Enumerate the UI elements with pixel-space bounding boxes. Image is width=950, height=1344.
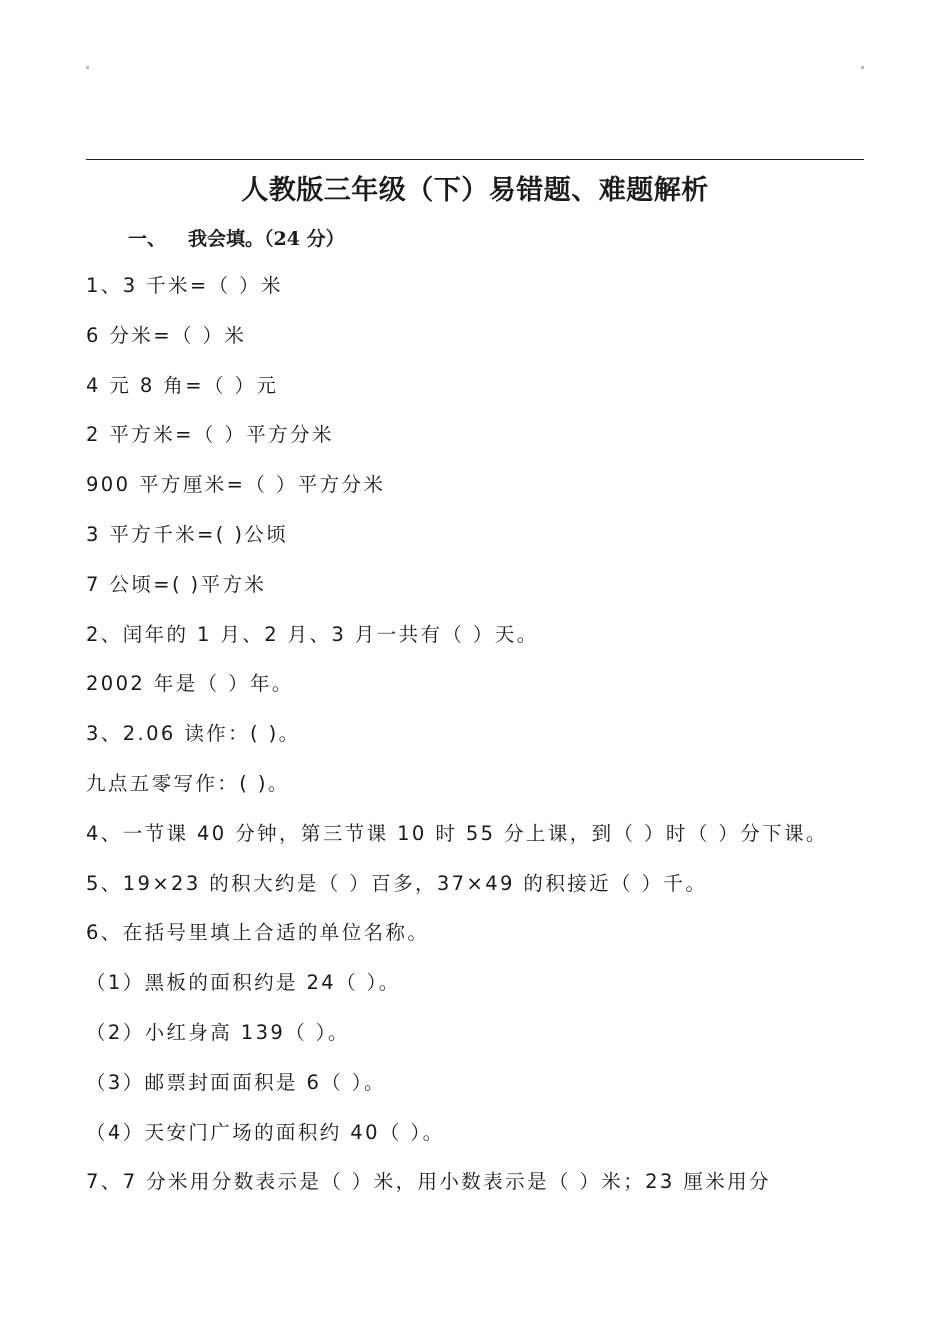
question-line: 6、在括号里填上合适的单位名称。 (86, 921, 430, 945)
question-line: 3、2.06 读作：( )。 (86, 722, 301, 746)
section-heading (128, 224, 345, 251)
corner-mark-right (861, 66, 864, 69)
question-line: 4、一节课 40 分钟，第三节课 10 时 55 分上课，到（ ）时（ ）分下课。 (86, 821, 828, 845)
section-heading-text: 我会填。（24 分） (188, 228, 345, 250)
question-line: 7 公顷=( )平方米 (86, 572, 267, 596)
question-line: （1）黑板的面积约是 24（ ）。 (86, 971, 401, 995)
question-line: 7、7 分米用分数表示是（ ）米，用小数表示是（ ）米；23 厘米用分 (86, 1170, 771, 1194)
question-line: 2 平方米=（ ）平方分米 (86, 423, 334, 447)
question-line: 2002 年是（ ）年。 (86, 672, 294, 696)
question-line: 900 平方厘米=（ ）平方分米 (86, 473, 386, 497)
question-line: 6 分米=（ ）米 (86, 323, 247, 347)
question-line: （4）天安门广场的面积约 40（ ）。 (86, 1120, 445, 1144)
corner-mark-left (86, 66, 89, 69)
question-line: 九点五零写作：( )。 (86, 771, 290, 795)
question-line: （2）小红身高 139（ ）。 (86, 1020, 350, 1044)
section-number: 一、 (128, 228, 167, 250)
header-rule (86, 159, 864, 160)
question-line: 5、19×23 的积大约是（ ）百多，37×49 的积接近（ ）千。 (86, 871, 708, 895)
page-corner-marks (86, 66, 864, 70)
question-line: 2、闰年的 1 月、2 月、3 月一共有（ ）天。 (86, 622, 539, 646)
question-line: （3）邮票封面面积是 6（ ）。 (86, 1070, 386, 1094)
question-line: 1、3 千米=（ ）米 (86, 274, 283, 297)
question-line: 4 元 8 角=（ ）元 (86, 373, 279, 397)
question-line: 3 平方千米=( )公顷 (86, 522, 289, 546)
question-list (86, 270, 886, 1216)
document-title: 人教版三年级（下）易错题、难题解析 (241, 175, 709, 206)
